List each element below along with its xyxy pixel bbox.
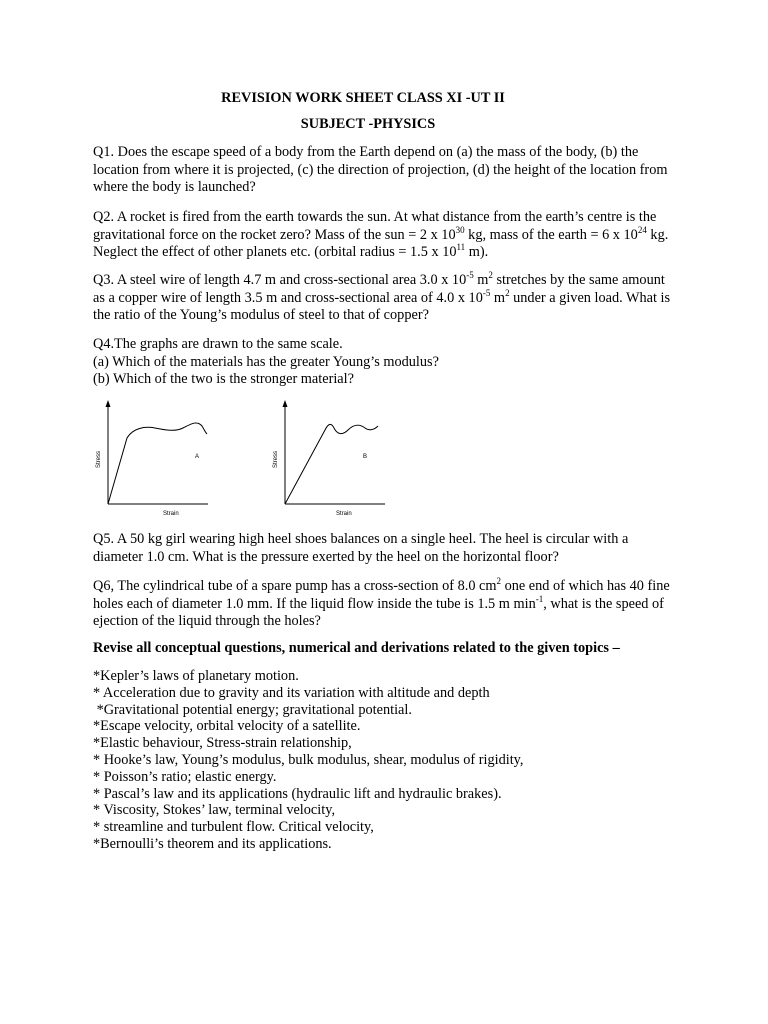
question-4-line-2: (a) Which of the materials has the greater Young’s modulus?	[93, 353, 439, 370]
question-6-exponent-a: 2	[496, 576, 502, 587]
question-6	[93, 578, 678, 631]
question-5	[93, 531, 678, 566]
worksheet-title: REVISION WORK SHEET CLASS XI -UT II	[221, 90, 505, 106]
topic-item: * Acceleration due to gravity and its variation with altitude and depth	[93, 684, 490, 701]
question-3-text-a: Q3. A steel wire of length 4.7 m and cross-sectional area 3.0 x 10	[93, 272, 467, 288]
question-3-text-d: m	[490, 289, 506, 306]
question-6-text-c: , what is the speed of ejection of the liquid through the holes?	[93, 595, 664, 629]
question-3-exponent-d: 2	[505, 287, 510, 298]
question-6-exponent-b: -1	[535, 593, 544, 604]
topics-list	[93, 668, 523, 853]
question-1-text: Q1. Does the escape speed of a body from the Earth depend on (a) the mass of the body, (b) the location from where it is projected, (c) the direction of projection, (d) the height of the location from where the body is launched?	[93, 144, 668, 195]
question-3-text-b: m	[473, 272, 489, 288]
question-3-text-c: stretches by the same amount as a copper wire of length 3.5 m and cross-sectional area of 4.0 x 10	[93, 272, 665, 306]
topic-item: *Bernoulli’s theorem and its applications.	[93, 835, 332, 852]
x-axis-label: Strain	[163, 511, 179, 517]
question-3	[93, 272, 678, 325]
question-6-text-a: Q6, The cylindrical tube of a spare pump has a cross-section of 8.0 cm	[93, 578, 497, 594]
question-3-text-e: under a given load. What is the ratio of the Young’s modulus of steel to that of copper?	[93, 289, 671, 323]
topic-item: * Hooke’s law, Young’s modulus, bulk modulus, shear, modulus of rigidity,	[93, 751, 524, 768]
topic-item: * Pascal’s law and its applications (hydraulic lift and hydraulic brakes).	[93, 785, 502, 802]
curve-label-a: A	[195, 454, 200, 460]
question-2-exponent-b: 24	[637, 224, 647, 235]
stress-strain-graph-b	[270, 398, 395, 522]
question-3-exponent-a: -5	[466, 270, 474, 281]
topic-item: * Poisson’s ratio; elastic energy.	[93, 768, 277, 785]
topic-item: *Kepler’s laws of planetary motion.	[93, 668, 299, 684]
question-2-text-a: Q2. A rocket is fired from the earth towards the sun. At what distance from the earth’s centre is the gravitational force on the rocket zero? Mass of the sun = 2 x 10	[93, 209, 657, 243]
topic-item: * streamline and turbulent flow. Critical velocity,	[93, 819, 374, 836]
question-1	[93, 144, 678, 197]
topic-item: * Viscosity, Stokes’ law, terminal velocity,	[93, 802, 336, 819]
subject-heading: SUBJECT -PHYSICS	[300, 116, 436, 132]
question-4-line-1: Q4.The graphs are drawn to the same scale.	[93, 336, 343, 352]
x-axis-label: Strain	[336, 511, 352, 517]
question-4-line-3: (b) Which of the two is the stronger material?	[93, 371, 354, 387]
stress-strain-curve-a	[108, 423, 207, 504]
stress-strain-graph-a	[93, 398, 218, 522]
topic-item: *Escape velocity, orbital velocity of a satellite.	[93, 718, 361, 735]
question-2-exponent-a: 30	[455, 224, 465, 235]
topic-item: *Gravitational potential energy; gravitational potential.	[93, 701, 412, 718]
question-4	[93, 336, 678, 389]
question-2-exponent-c: 11	[456, 242, 466, 253]
y-axis-label: Stress	[96, 450, 102, 468]
revise-heading: Revise all conceptual questions, numerical and derivations related to the given topics –	[93, 640, 620, 656]
question-2-text-d: m).	[465, 244, 489, 260]
y-axis-label: Stress	[273, 450, 279, 468]
question-6-text-b: one end of which has 40 fine holes each of diameter 1.0 mm. If the liquid flow inside the tube is 1.5 m min	[93, 578, 670, 612]
question-2-text-c: kg. Neglect the effect of other planets etc. (orbital radius = 1.5 x 10	[93, 226, 669, 260]
question-2-text-b: kg, mass of the earth = 6 x 10	[464, 226, 638, 243]
question-3-exponent-b: 2	[488, 270, 493, 281]
y-axis-arrow-icon	[106, 400, 111, 407]
question-3-exponent-c: -5	[482, 287, 491, 298]
question-5-text: Q5. A 50 kg girl wearing high heel shoes balances on a single heel. The heel is circular with a diameter 1.0 cm. What is the pressure exerted by the heel on the horizontal floor?	[93, 531, 629, 565]
topic-item: *Elastic behaviour, Stress-strain relationship,	[93, 735, 352, 752]
y-axis-arrow-icon	[283, 400, 288, 407]
curve-label-b: B	[363, 454, 368, 460]
stress-strain-curve-b	[285, 424, 378, 504]
question-2	[93, 209, 678, 262]
